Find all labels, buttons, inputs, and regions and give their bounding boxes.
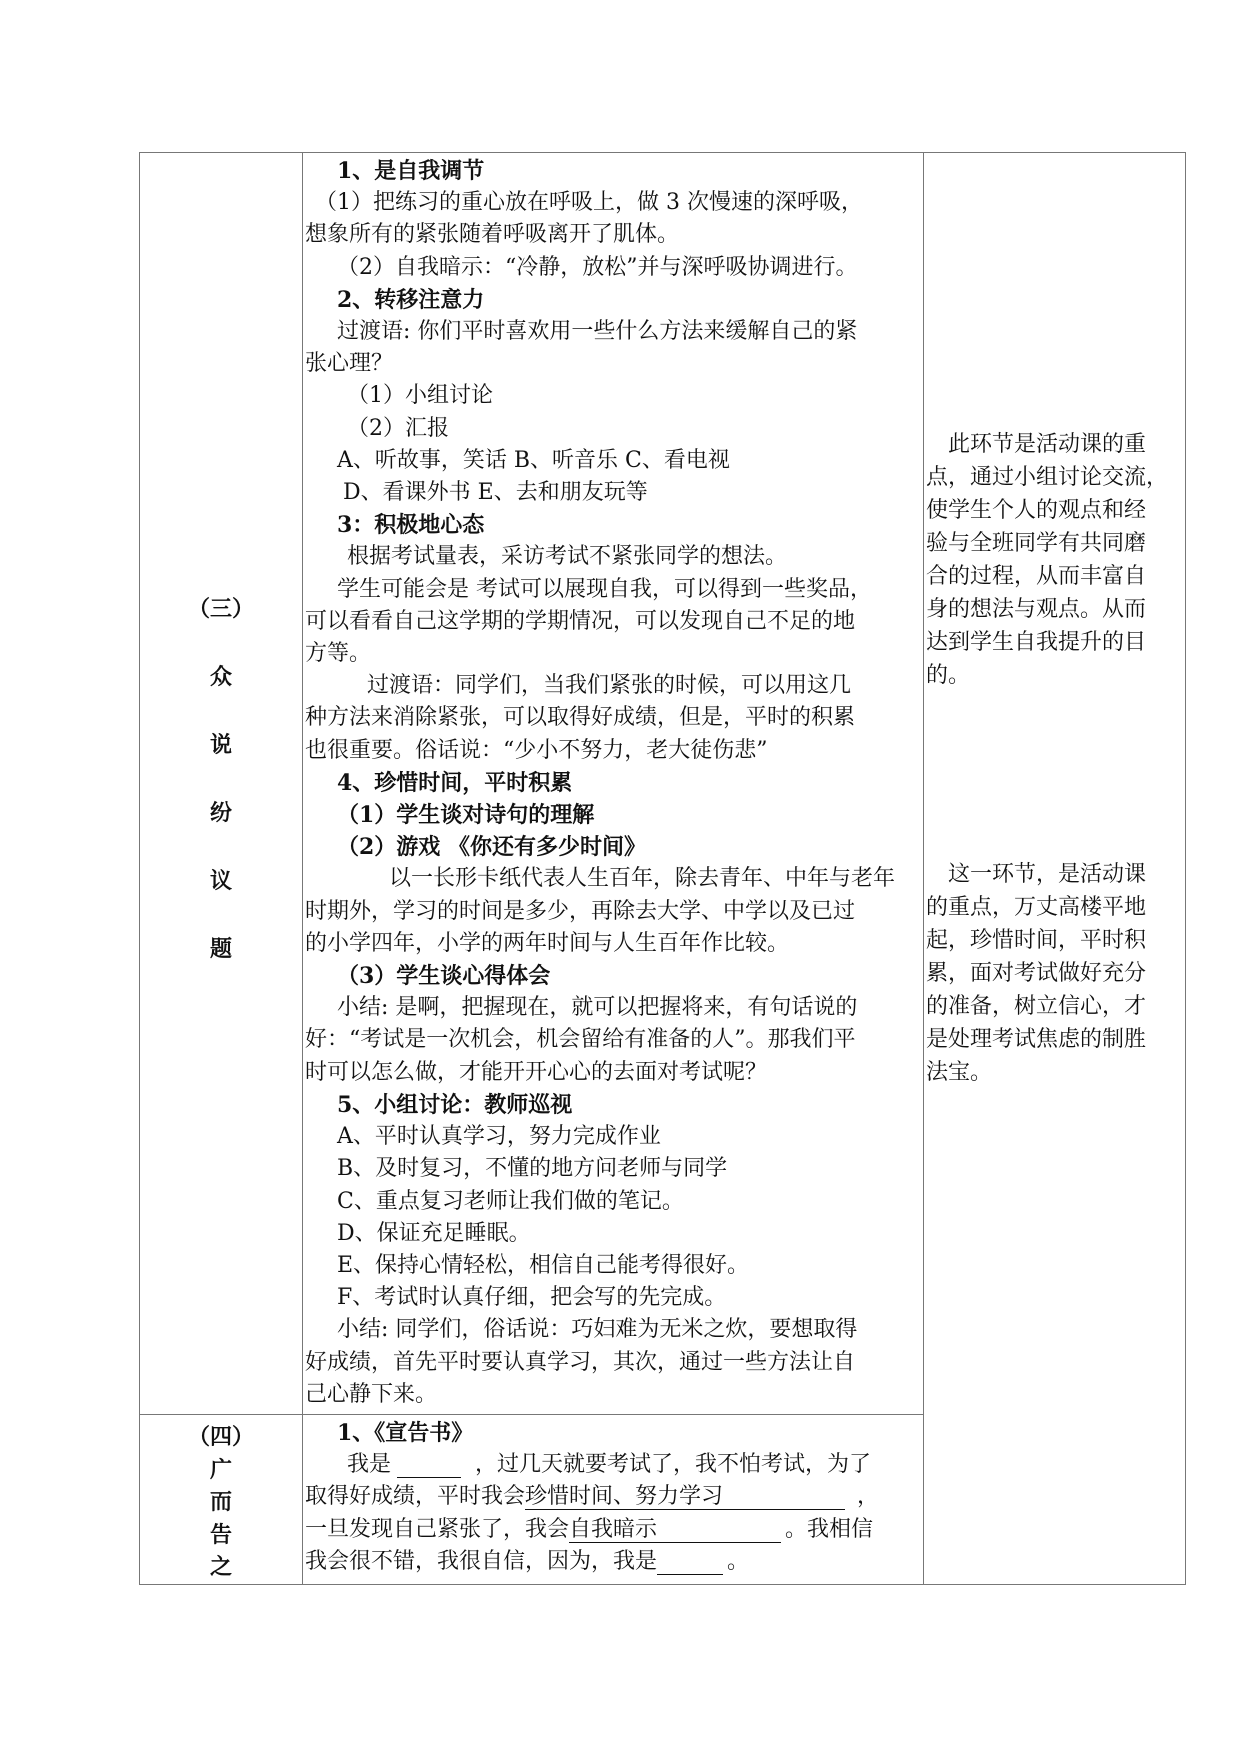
content-line: （1）把练习的重心放在呼吸上，做 3 次慢速的深呼吸， — [315, 190, 863, 216]
section-4-title-char: 之 — [209, 1554, 232, 1580]
declaration-line-1 — [305, 1449, 921, 1481]
declaration-text: 我会很不错，我很自信，因为，我是 — [305, 1548, 658, 1574]
content-heading: 4、珍惜时间，平时积累 — [337, 769, 573, 796]
content-line: 想象所有的紧张随着呼吸离开了肌体。 — [305, 222, 680, 248]
method-fill-text: 自我暗示 — [569, 1516, 658, 1542]
declaration-line-2 — [305, 1481, 921, 1513]
content-line: （2）汇报 — [347, 415, 449, 441]
content-line: F、考试时认真仔细，把会写的先完成。 — [337, 1285, 727, 1311]
content-line: E、保持心情轻松，相信自己能考得很好。 — [337, 1252, 750, 1278]
content-line: D、看课外书 E、去和朋友玩等 — [343, 480, 648, 506]
declaration-text: ，过几天就要考试了，我不怕考试，为了 — [475, 1452, 872, 1478]
declaration-text: 。我相信 — [785, 1516, 874, 1542]
design-note-2 — [924, 858, 1185, 1089]
content-line: 过渡语：同学们，当我们紧张的时候，可以用这几 — [367, 673, 852, 699]
content-line: 方等。 — [305, 641, 372, 667]
content-heading: 1、是自我调节 — [337, 158, 485, 184]
section-3-title-char: （三） — [187, 596, 254, 622]
content-line: 小结: 同学们，俗话说：巧妇难为无米之炊，要想取得 — [337, 1317, 858, 1343]
note-line: 这一环节，是活动课 — [926, 862, 1147, 887]
section-4-content-cell — [303, 1415, 924, 1585]
content-line: （2）自我暗示：“冷静，放松”并与深呼吸协调进行。 — [337, 254, 858, 280]
section-3-title — [140, 153, 302, 1001]
declaration-line-4 — [305, 1546, 921, 1578]
section-4-title-char: 告 — [209, 1521, 232, 1548]
content-line: A、听故事，笑话 B、听音乐 C、看电视 — [337, 447, 730, 473]
note-line: 的。 — [926, 663, 971, 688]
section-3-title-char: 纷 — [209, 800, 232, 826]
content-line: 以一长形卡纸代表人生百年，除去青年、中年与老年 — [389, 866, 896, 892]
note-line: 使学生个人的观点和经 — [926, 498, 1147, 523]
section-3-title-char: 众 — [209, 664, 232, 690]
content-heading: （2）游戏 《你还有多少时间》 — [337, 834, 646, 861]
content-heading: 2、转移注意力 — [337, 286, 485, 313]
habit-fill — [525, 1485, 845, 1510]
content-heading: 3：积极地心态 — [337, 512, 485, 539]
notes-cell — [924, 153, 1186, 1585]
content-line: 也很重要。俗话说：“少小不努力，老大徒伤悲” — [305, 737, 768, 763]
declaration-text: 。 — [727, 1548, 750, 1574]
note-line: 是处理考试焦虑的制胜 — [926, 1027, 1147, 1052]
section-3-content — [303, 153, 923, 1411]
content-line: 可以看看自己这学期的学期情况，可以发现自己不足的地 — [305, 608, 856, 634]
design-note-1 — [924, 428, 1185, 692]
section-4-title-char: （四） — [187, 1424, 254, 1450]
content-line: 好：“考试是一次机会，机会留给有准备的人”。那我们平 — [305, 1027, 856, 1053]
note-line: 点，通过小组讨论交流， — [926, 465, 1169, 490]
note-line: 达到学生自我提升的目 — [926, 630, 1147, 655]
content-line: A、平时认真学习，努力完成作业 — [337, 1124, 661, 1150]
section-3-content-cell — [303, 153, 924, 1415]
section-3-title-char: 议 — [209, 868, 232, 894]
content-line: C、重点复习老师让我们做的笔记。 — [337, 1188, 684, 1214]
content-line: 学生可能会是 考试可以展现自我，可以得到一些奖品， — [337, 576, 872, 602]
declaration-text: 我是 — [347, 1452, 392, 1478]
content-line: 己心静下来。 — [305, 1381, 438, 1407]
content-line: 时期外，学习的时间是多少，再除去大学、中学以及已过 — [305, 898, 856, 924]
note-line: 合的过程，从而丰富自 — [926, 564, 1147, 589]
content-line: 过渡语: 你们平时喜欢用一些什么方法来缓解自己的紧 — [337, 319, 858, 345]
content-line: B、及时复习，不懂的地方问老师与同学 — [337, 1156, 728, 1182]
section-4-title-char: 广 — [209, 1456, 232, 1483]
note-line: 起，珍惜时间，平时积 — [926, 928, 1147, 953]
content-line: D、保证充足睡眠。 — [337, 1220, 531, 1246]
content-line: 根据考试量表，采访考试不紧张同学的想法。 — [347, 544, 788, 570]
content-heading: （3）学生谈心得体会 — [337, 963, 551, 990]
note-line: 验与全班同学有共同磨 — [926, 531, 1147, 556]
table-row-section-3 — [140, 153, 1186, 1415]
habit-fill-text: 珍惜时间、努力学习 — [525, 1484, 724, 1510]
lesson-plan-table — [139, 152, 1186, 1585]
content-line: 张心理？ — [305, 351, 394, 377]
declaration-text: ， — [857, 1484, 880, 1510]
section-3-title-cell — [140, 153, 303, 1415]
note-line: 的重点，万丈高楼平地 — [926, 895, 1147, 920]
declaration-text: 取得好成绩，平时我会 — [305, 1484, 526, 1510]
content-line: 小结: 是啊，把握现在，就可以把握将来，有句话说的 — [337, 995, 858, 1021]
declaration-text: 一旦发现自己紧张了，我会 — [305, 1516, 570, 1542]
note-line: 的准备，树立信心，才 — [926, 994, 1147, 1019]
note-line: 累，面对考试做好充分 — [926, 961, 1147, 986]
name-blank-1 — [397, 1453, 461, 1478]
declaration-line-3 — [305, 1514, 921, 1546]
content-line: 的小学四年，小学的两年时间与人生百年作比较。 — [305, 930, 790, 956]
section-4-title-cell — [140, 1415, 303, 1585]
declaration-heading: 1、《宣告书》 — [337, 1420, 474, 1446]
name-blank-2 — [657, 1550, 723, 1575]
content-line: 时可以怎么做，才能开开心心的去面对考试呢？ — [305, 1059, 768, 1085]
content-heading: 5、小组讨论：教师巡视 — [337, 1091, 573, 1118]
method-fill — [569, 1518, 781, 1543]
content-heading: （1）学生谈对诗句的理解 — [337, 802, 595, 829]
content-line: 种方法来消除紧张，可以取得好成绩，但是，平时的积累 — [305, 705, 856, 731]
content-line: （1）小组讨论 — [347, 383, 493, 409]
content-line: 好成绩，首先平时要认真学习，其次，通过一些方法让自 — [305, 1349, 856, 1375]
note-line: 身的想法与观点。从而 — [926, 597, 1147, 622]
section-3-title-char: 题 — [209, 936, 232, 962]
section-4-title-char: 而 — [209, 1489, 232, 1515]
section-4-content — [303, 1415, 923, 1578]
section-4-title — [140, 1415, 302, 1584]
note-line: 此环节是活动课的重 — [926, 432, 1147, 457]
section-3-title-char: 说 — [209, 732, 232, 758]
note-line: 法宝。 — [926, 1060, 993, 1085]
